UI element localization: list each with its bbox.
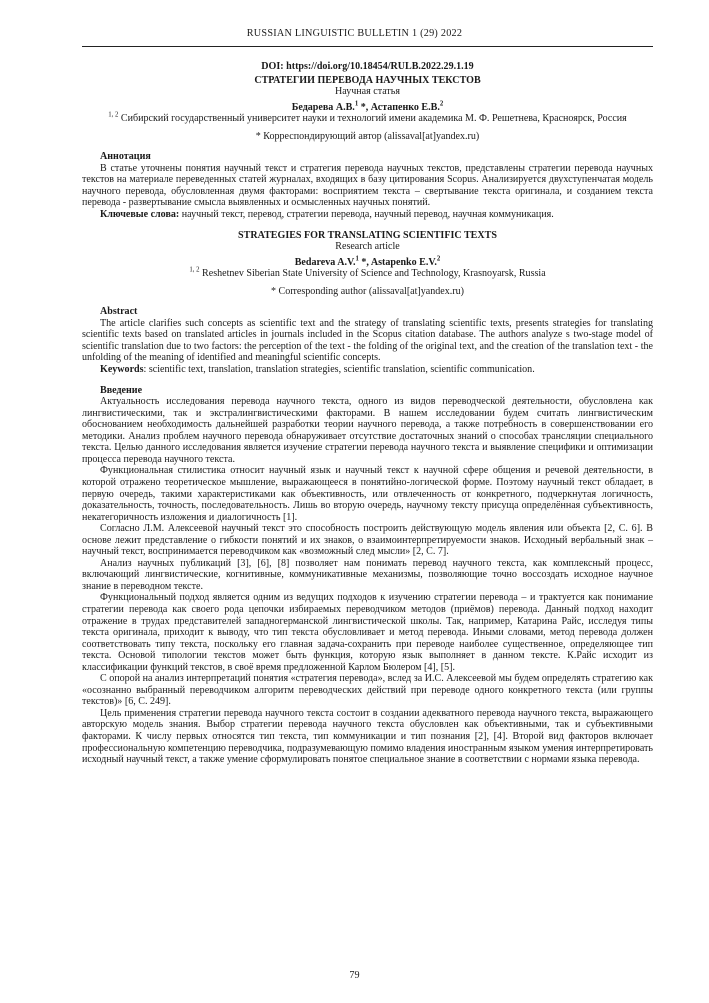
body-paragraph-3: Согласно Л.М. Алексеевой научный текст это способность построить действующую модель явления или объекта [2, С. 6]. В основе лежит представление о гибкости понятий и их знаков, о взаимоинтерпретируемости знаков. Исходный вербальный знак – научный текст, воспринимается переводчиком как «возможный след мысли» [2, С. 7]. [82,523,653,558]
en-article-type: Research article [335,241,400,253]
en-author-1-sup: 1 [355,255,359,263]
en-author-sep: *, [358,256,371,268]
body-paragraph-2: Функциональная стилистика относит научный язык и научный текст к научной сфере общения и речевой деятельности, в которой отражено теоретическое мышление, выражающееся в понятийно-логической форме. Поэтому научный текст обладает, в первую очередь, такими характеристиками как объективность, или отвлеченность от конкретного, подчеркнутая логичность, доказательность, точность, последовательность. Лишь во вторую очередь, научному тексту присуща определённая субъективность, некатегоричность изложения и диалогичность [1]. [82,465,653,523]
en-affil-sup: 1, 2 [189,266,200,274]
ru-author-2: Астапенко Е.В. [370,101,440,113]
en-title: STRATEGIES FOR TRANSLATING SCIENTIFIC TEXTS [238,229,497,241]
ru-keywords [82,209,653,221]
body-paragraph-5: Функциональный подход является одним из ведущих подходов к изучению стратегии перевода – и трактуется как понимание стратегии перевода как своего рода цепочки избираемых переводчиком методов (приёмов) перевода. Данный подход находит отражение в трудах представителей западногерманской лингвистической школы. Так, например, Катарина Райс, исследуя типы текста оригинала, приходит к выводу, что тип текста обусловливает и метод перевода. Иными словами, метод перевода должен соответствовать типу текста, поскольку его главная задача-сохранить при переводе наиболее существенное, определяющее тип текста. Основой типологии текстов может быть функция, которую язык выполняет в данном тексте. К.Райс исходит из классификации функций текстов, в своё время предложенной Карлом Бюлером [4], [5]. [82,592,653,673]
en-affil-text: Reshetnev Siberian State University of Science and Technology, Krasnoyarsk, Russia [199,268,546,280]
en-author-1: Bedareva A.V. [294,256,356,268]
ru-affiliation [82,113,653,125]
body-paragraph-4: Анализ научных публикаций [3], [6], [8] позволяет нам понимать перевод научного текста, как комплексный процесс, включающий лингвистические, когнитивные, коммуникативные механизмы, позволяющие точно воссоздать исходное научное знание в переводном тексте. [82,557,653,592]
ru-title: СТРАТЕГИИ ПЕРЕВОДА НАУЧНЫХ ТЕКСТОВ [254,74,481,86]
doi-line[interactable]: DOI: https://doi.org/10.18454/RULB.2022.29.1.19 [261,61,474,72]
en-author-2-sup: 2 [436,255,441,263]
header-rule [82,46,653,47]
ru-keywords-label: Ключевые слова: [100,209,180,221]
en-authors [82,257,653,269]
ru-author-2-sup: 2 [439,100,444,108]
ru-article-type: Научная статья [334,86,400,98]
page-number: 79 [349,970,360,981]
en-author-2: Astapenko E.V. [370,256,437,268]
ru-author-1-sup: 1 [354,100,359,108]
en-keywords [82,364,653,376]
ru-abstract-label: Аннотация [100,151,151,163]
ru-authors [82,102,653,114]
en-affiliation [82,268,653,280]
en-keywords-label: Keywords [100,364,144,376]
body-paragraph-1: Актуальность исследования перевода научного текста, одного из видов переводческой деятельности, обусловлена как лингвистическими, так и экстралингвистическими факторами. В нашем исследовании будем считать лингвистическим обоснованием необходимость дальнейшей разработки теории научного перевода, а также потребность в совершенствовании его методики. Анализ проблем научного перевода обнаруживает отсутствие достаточных знаний о способах трансляции специального текста. Целью данного исследования является изучение стратегии перевода научного текста и выявление специфики и оптимизации процесса перевода научного текста. [82,396,653,465]
ru-abstract-text: В статье уточнены понятия научный текст и стратегия перевода научных текстов, представлены стратегии перевода научных текстов на материале переведенных статей журналах, входящих в базу цитирования Scopus. Анализируется двухступенчатая модель научного перевода, обусловленная двумя факторами: восприятием текста – свертывание текста оригинала, и созданием текста перевода - развертывание смысла выявленных и осмысленных научных понятий. [82,162,653,209]
body-paragraph-7: Цель применения стратегии перевода научного текста состоит в создании адекватного перевода научного текста, выражающего авторскую модель знания. Выбор стратегии перевода научного текста обусловлен как объективными, так и субъективными факторами. К числу первых относятся тип текста, тип коммуникации и тип познания [2], [4]. Второй вид факторов включает профессиональную компетенцию переводчика, подразумевающую помимо владения иностранным языком умения интерпретировать исходный научный текст, а также умение сформулировать понятое специальное знание в соответствии с нормами языка перевода. [82,707,653,766]
ru-affil-text: Сибирский государственный университет науки и технологий имени академика М. Ф. Решетнева, Красноярск, Россия [118,113,627,125]
body-paragraph-6: С опорой на анализ интерпретаций понятия «стратегия перевода», вслед за И.С. Алексеевой мы будем определять стратегию как «осознанно выбранный переводчиком алгоритм переводческих действий при переводе одного конкретного текста (или группы текстов)» [6, С. 249]. [82,673,653,708]
ru-corresponding: * Корреспондирующий автор (alissaval[at]yandex.ru) [255,130,480,142]
running-head: RUSSIAN LINGUISTIC BULLETIN 1 (29) 2022 [246,28,463,39]
ru-keywords-text: научный текст, перевод, стратегии перевода, научный перевод, научная коммуникация. [179,209,554,221]
ru-author-sep: *, [358,101,371,113]
intro-heading: Введение [100,384,143,396]
en-corresponding: * Corresponding author (alissaval[at]yandex.ru) [270,285,465,297]
ru-affil-sup: 1, 2 [108,111,119,119]
ru-author-1: Бедарева А.В. [291,101,355,113]
en-abstract-text: The article clarifies such concepts as scientific text and the strategy of translating scientific texts, presents strategies for translating scientific texts based on translated articles in journals included in the Scopus citation database. The authors analyze s two-stage model of scientific translation due to two factors: the perception of the text - the folding of the original text, and the creation of the translation text - the unfolding of the meaning of identified and meaningful scientific concepts. [82,317,653,364]
article-column [82,61,653,766]
en-abstract-label: Abstract [100,306,138,318]
en-keywords-text: : scientific text, translation, translation strategies, scientific translation, scientific communication. [143,364,535,376]
